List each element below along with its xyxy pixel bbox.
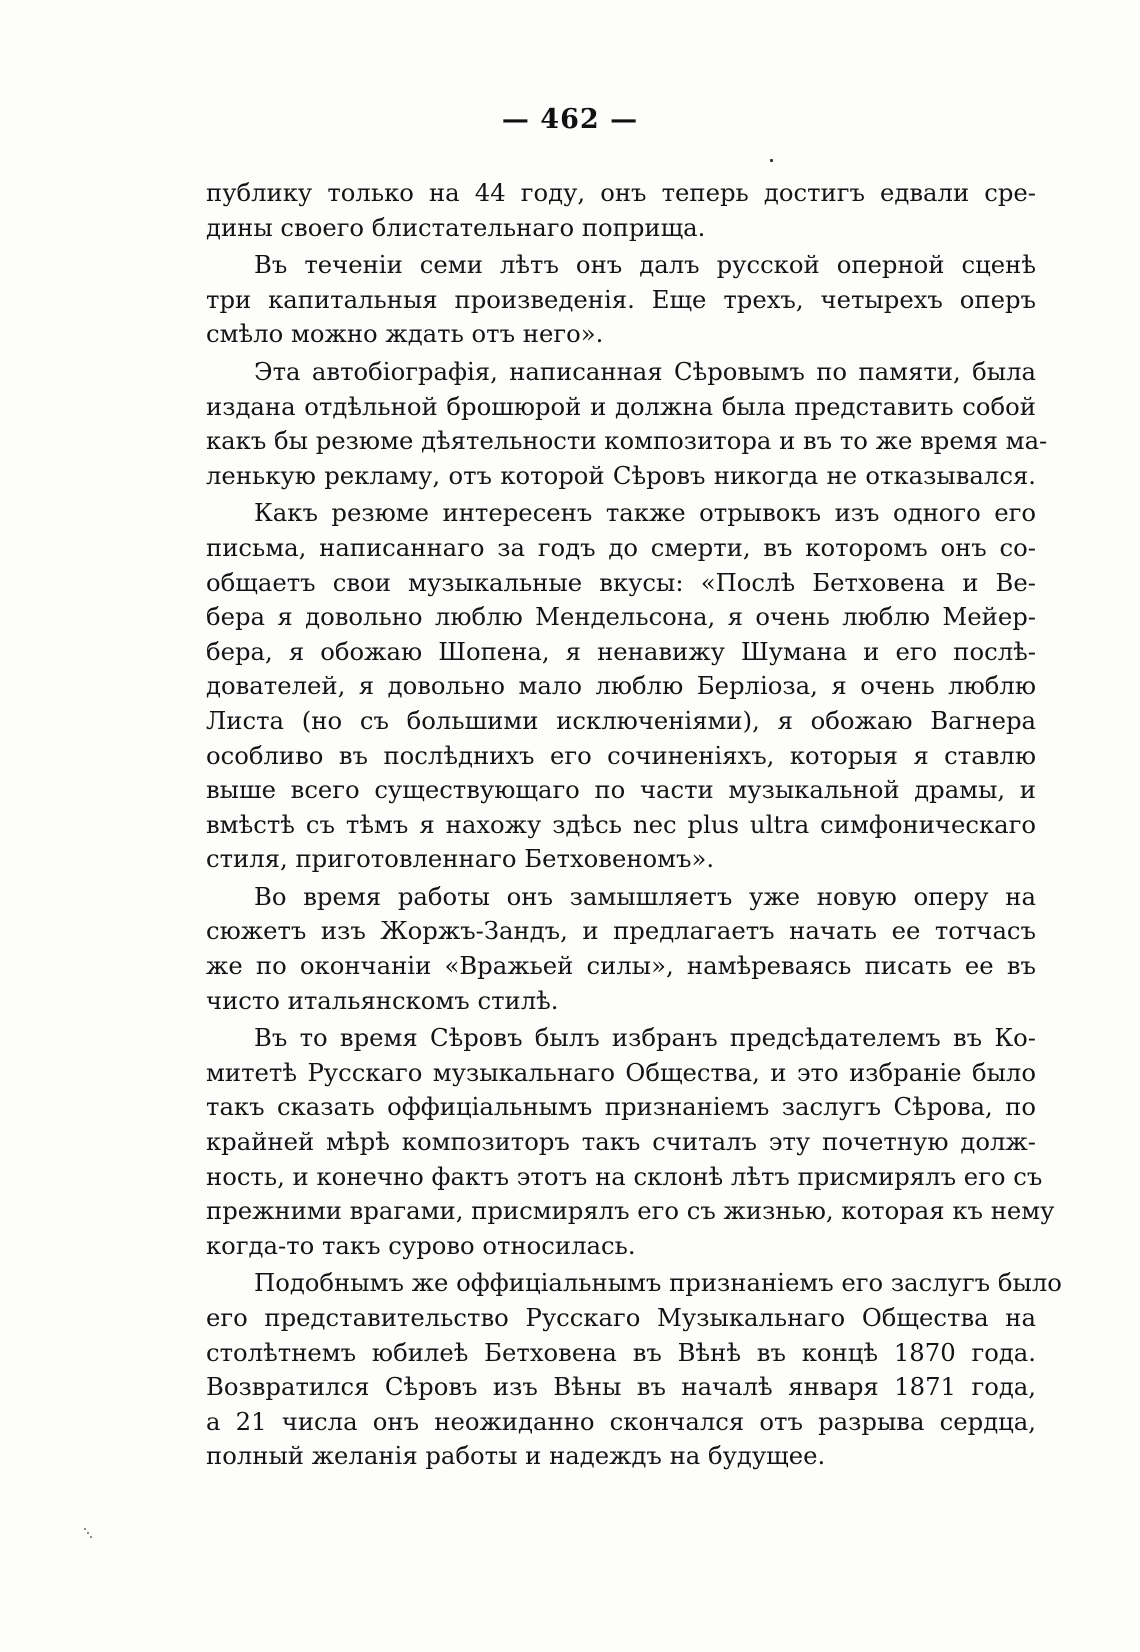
text-line: общаетъ свои музыкальные вкусы: «Послѣ Бетховена и Ве-	[206, 567, 1036, 597]
text-line: Подобнымъ же оффиціальнымъ признаніемъ его заслугъ было	[254, 1268, 1062, 1298]
text-line: ленькую рекламу, отъ которой Сѣровъ никогда не отказывался.	[206, 460, 1036, 490]
text-line: Какъ резюме интересенъ также отрывокъ изъ одного его	[254, 498, 1036, 528]
text-line: чисто итальянскомъ стилѣ.	[206, 985, 559, 1015]
text-line: стиля, приготовленнаго Бетховеномъ».	[206, 844, 715, 874]
text-line: столѣтнемъ юбилеѣ Бетховена въ Вѣнѣ въ концѣ 1870 года.	[206, 1337, 1036, 1367]
text-line: ность, и конечно фактъ этотъ на склонѣ лѣтъ присмирялъ его съ	[206, 1161, 1043, 1191]
paragraph	[206, 355, 1048, 493]
text-line: крайней мѣрѣ композиторъ такъ считалъ эту почетную долж-	[206, 1127, 1036, 1157]
text-line: а 21 числа онъ неожиданно скончался отъ разрыва сердца,	[206, 1406, 1036, 1436]
text-line: вмѣстѣ съ тѣмъ я нахожу здѣсь nec plus ultra симфоническаго	[206, 809, 1036, 839]
text-line: когда-то такъ сурово относилась.	[206, 1230, 636, 1260]
print-speck	[770, 159, 773, 162]
text-line: дователей, я довольно мало люблю Берліоза, я очень люблю	[206, 671, 1036, 701]
text-line: Листа (но съ большими исключеніями), я обожаю Вагнера	[206, 705, 1036, 735]
text-line: Возвратился Сѣровъ изъ Вѣны въ началѣ января 1871 года,	[206, 1372, 1036, 1402]
text-line: Въ то время Сѣровъ былъ избранъ предсѣдателемъ въ Ко-	[254, 1023, 1036, 1053]
text-line: выше всего существующаго по части музыкальной драмы, и	[206, 775, 1036, 805]
paragraph	[206, 248, 1036, 352]
paragraph	[206, 1266, 1062, 1474]
paragraph	[206, 1021, 1055, 1263]
paragraph	[206, 176, 1036, 245]
text-line: сюжетъ изъ Жоржъ-Зандъ, и предлагаетъ начать ее тотчасъ	[206, 916, 1036, 946]
text-line: бера я довольно люблю Мендельсона, я очень люблю Мейер-	[206, 602, 1036, 632]
text-line: его представительство Русскаго Музыкальнаго Общества на	[206, 1303, 1036, 1332]
paragraph	[206, 496, 1036, 877]
text-line: Во время работы онъ замышляетъ уже новую оперу на	[254, 881, 1036, 911]
text-line: Эта автобіографія, написанная Сѣровымъ по памяти, была	[254, 356, 1036, 386]
text-line: Въ теченіи семи лѣтъ онъ далъ русской оперной сценѣ	[254, 250, 1036, 280]
text-line: полный желанія работы и надеждъ на будущее.	[206, 1441, 826, 1471]
text-line: дины своего блистательнаго поприща.	[206, 212, 706, 242]
text-line: три капитальныя произведенія. Еще трехъ, четырехъ оперъ	[206, 284, 1036, 314]
text-line: какъ бы резюме дѣятельности композитора и въ то же время ма-	[206, 426, 1048, 456]
text-line: письма, написаннаго за годъ до смерти, въ которомъ онъ со-	[206, 532, 1036, 562]
text-line: прежними врагами, присмирялъ его съ жизнью, которая къ нему	[206, 1196, 1055, 1226]
text-line: особливо въ послѣднихъ его сочиненіяхъ, которыя я ставлю	[206, 740, 1036, 770]
body-text	[206, 176, 1062, 1474]
margin-specks	[84, 1528, 92, 1538]
text-line: же по окончаніи «Вражьей силы», намѣреваясь писать ее въ	[206, 951, 1036, 981]
text-line: такъ сказать оффиціальнымъ признаніемъ заслугъ Сѣрова, по	[206, 1092, 1036, 1122]
text-line: смѣло можно ждать отъ него».	[206, 319, 604, 349]
text-line: публику только на 44 году, онъ теперь достигъ едвали сре-	[206, 178, 1036, 207]
text-line: издана отдѣльной брошюрой и должна была представить собой	[206, 391, 1036, 421]
text-line: бера, я обожаю Шопена, я ненавижу Шумана и его послѣ-	[206, 636, 1036, 666]
text-line: митетѣ Русскаго музыкальнаго Общества, и это избраніе было	[206, 1057, 1036, 1087]
page-number: — 462 —	[501, 104, 639, 135]
paragraph	[206, 880, 1036, 1018]
